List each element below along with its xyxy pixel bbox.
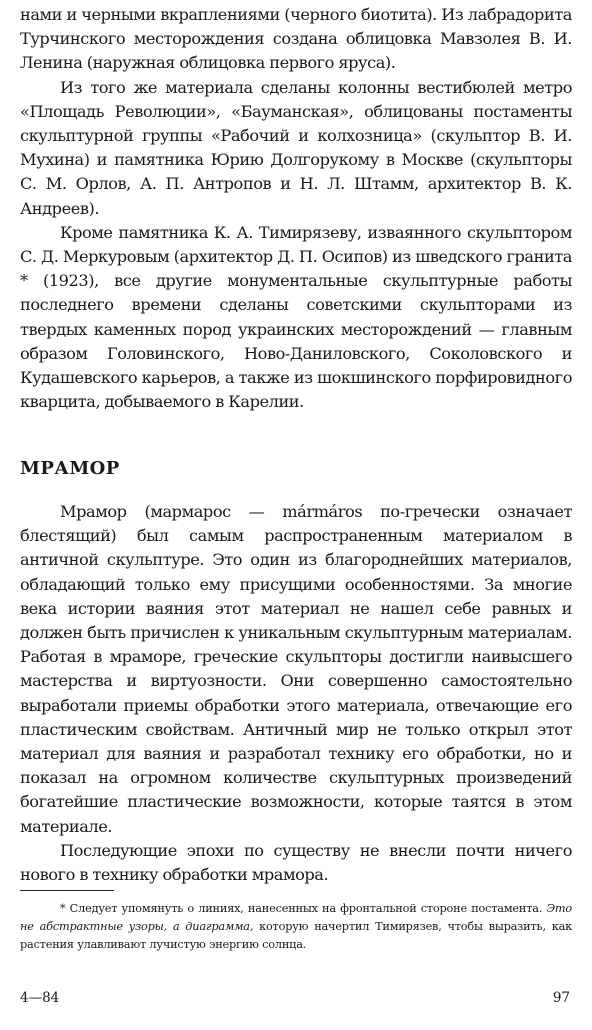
page-number: 97: [552, 990, 570, 1006]
footnote-italic: Это не абстрактные узоры, а диаграмма,: [20, 902, 572, 934]
upper-text-block: [20, 3, 572, 414]
footnote-separator: [20, 890, 114, 891]
marble-text-block: [20, 500, 572, 887]
paragraph-timiryazev: Кроме памятника К. А. Тимирязеву, изваянного скульптором С. Д. Меркуровым (архитектор Д. П. Осипов) из шведского гранита * (1923), все другие монументальные скульптурные работы последнего времени сделаны советскими скульпторами из твердых каменных пород украинских месторождений — главным образом Головинского, Ново-Даниловского, Соколовского и Кудашевского карьеров, а также из шокшинского порфировидного кварцита, добываемого в Карелии.: [20, 222, 572, 412]
continuation-paragraph: нами и черными вкраплениями (черного биотита). Из лабрадорита Турчинского месторождения создана облицовка Мавзолея В. И. Ленина (наружная облицовка первого яруса).: [20, 5, 572, 73]
paragraph-columns: Из того же материала сделаны колонны вестибюлей метро «Площадь Революции», «Бауманская», облицованы постаменты скульптурной группы «Рабочий и колхозница» (скульптор В. И. Мухина) и памятника Юрию Долгорукому в Москве (скульпторы С. М. Орлов, А. П. Антропов и Н. Л. Штамм, архитектор В. К. Андреев).: [20, 77, 572, 218]
footnote-lead: * Следует упомянуть о линиях, нанесенных на фронтальной стороне постамента.: [60, 902, 547, 915]
section-heading: МРАМОР: [20, 458, 120, 479]
paragraph-epochs: Последующие эпохи по существу не внесли почти ничего нового в технику обработки мрамора.: [20, 840, 572, 885]
footnote: [20, 900, 572, 955]
footnote-tail: которую начертил Тимирязев, чтобы выразить, как растения улавливают лучистую энергию солнца.: [20, 920, 572, 952]
paragraph-marble: Мрамор (мармарос — mármáros по-гречески означает блестящий) был самым распространенным материалом в античной скульптуре. Это один из благороднейших материалов, обладающий только ему присущими особенностями. За многие века истории ваяния этот материал не нашел себе равных и должен быть причислен к уникальным скульптурным материалам. Работая в мраморе, греческие скульпторы достигли наивысшего мастерства и виртуозности. Они совершенно самостоятельно выработали приемы обработки этого материала, отвечающие его пластическим свойствам. Античный мир не только открыл этот материал для ваяния и разработал технику его обработки, но и показал на огромном количестве скульптурных произведений богатейшие пластические возможности, которые таятся в этом материале.: [20, 502, 572, 836]
printer-signature: 4—84: [20, 990, 60, 1006]
